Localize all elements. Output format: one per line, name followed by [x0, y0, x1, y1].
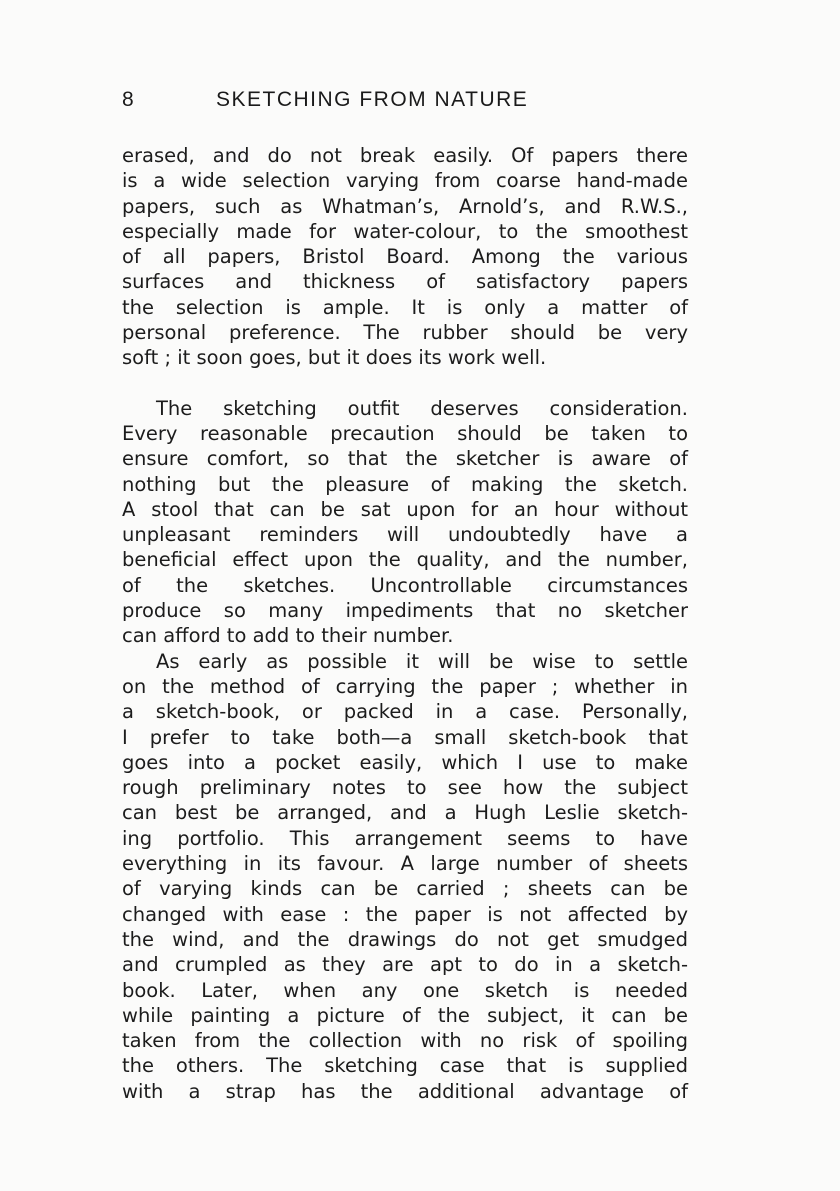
text-line: while painting a picture of the subject, it can be	[122, 1003, 688, 1027]
page-number: 8	[122, 88, 136, 111]
text-line: ensure comfort, so that the sketcher is aware of	[122, 447, 688, 471]
text-line: of all papers, Bristol Board. Among the various	[122, 245, 688, 269]
text-line: can afford to add to their number.	[122, 624, 454, 648]
text-line: goes into a pocket easily, which I use to make	[122, 750, 688, 774]
text-line: personal preference. The rubber should be very	[122, 321, 688, 345]
paragraph	[122, 396, 688, 649]
text-line: a sketch-book, or packed in a case. Personally,	[122, 700, 688, 724]
text-line: nothing but the pleasure of making the sketch.	[122, 472, 688, 496]
text-line: taken from the collection with no risk of spoiling	[122, 1029, 688, 1053]
text-line: and crumpled as they are apt to do in a sketch-	[122, 953, 688, 977]
paragraph	[122, 649, 688, 1104]
text-line: book. Later, when any one sketch is needed	[122, 978, 688, 1002]
text-line: A stool that can be sat upon for an hour without	[122, 497, 688, 521]
text-line: on the method of carrying the paper ; whether in	[122, 674, 688, 698]
text-line: of the sketches. Uncontrollable circumstances	[122, 573, 688, 597]
text-line: unpleasant reminders will undoubtedly have a	[122, 523, 688, 547]
text-line: the others. The sketching case that is supplied	[122, 1054, 688, 1078]
running-title: SKETCHING FROM NATURE	[216, 88, 529, 111]
text-line: especially made for water-colour, to the smoothest	[122, 219, 688, 243]
text-line: As early as possible it will be wise to settle	[156, 649, 688, 673]
text-line: beneficial effect upon the quality, and the number,	[122, 548, 688, 572]
text-line: The sketching outfit deserves consideration.	[156, 396, 688, 420]
text-line: the wind, and the drawings do not get smudged	[122, 927, 688, 951]
page-header	[122, 88, 688, 118]
text-line: is a wide selection varying from coarse hand-made	[122, 169, 688, 193]
text-line: Every reasonable precaution should be taken to	[122, 421, 688, 445]
text-line: of varying kinds can be carried ; sheets can be	[122, 877, 688, 901]
text-line: changed with ease : the paper is not affected by	[122, 902, 688, 926]
paragraph	[122, 143, 688, 371]
paragraph-gap	[122, 371, 688, 396]
text-line: papers, such as Whatman’s, Arnold’s, and R.W.S.,	[122, 194, 688, 218]
text-line: everything in its favour. A large number of sheets	[122, 852, 688, 876]
text-line: soft ; it soon goes, but it does its work well.	[122, 346, 547, 370]
text-line: ing portfolio. This arrangement seems to have	[122, 826, 688, 850]
text-line: can best be arranged, and a Hugh Leslie sketch-	[122, 801, 688, 825]
text-line: rough preliminary notes to see how the subject	[122, 776, 688, 800]
text-line: the selection is ample. It is only a matter of	[122, 295, 688, 319]
text-line: erased, and do not break easily. Of papers there	[122, 144, 688, 167]
body-text	[122, 143, 688, 1104]
text-line: with a strap has the additional advantage of	[122, 1079, 688, 1103]
text-line: I prefer to take both—a small sketch-book that	[122, 725, 688, 749]
text-line: produce so many impediments that no sketcher	[122, 599, 688, 623]
text-line: surfaces and thickness of satisfactory papers	[122, 270, 688, 294]
